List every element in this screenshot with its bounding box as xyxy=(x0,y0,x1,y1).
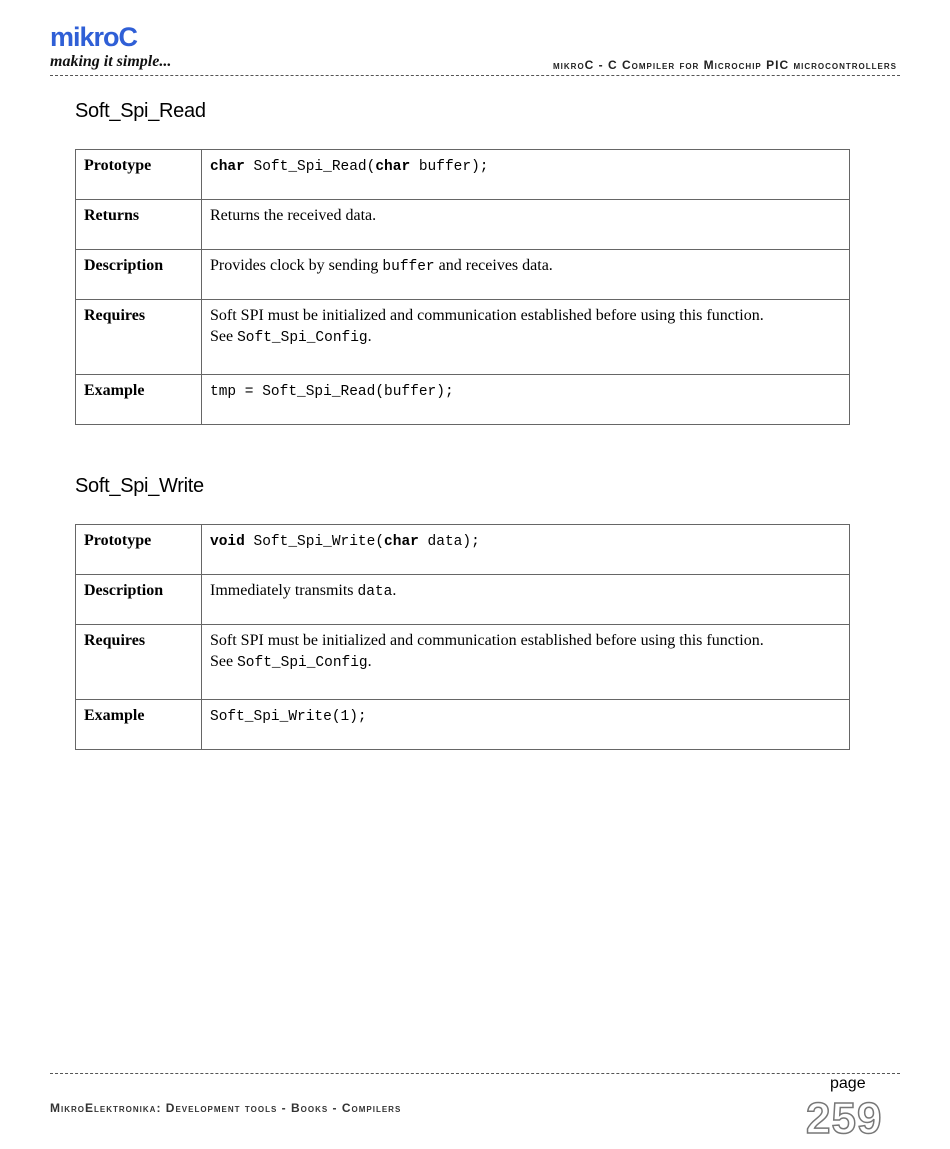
header-divider xyxy=(50,75,900,76)
param-name: data); xyxy=(418,534,480,550)
table-row xyxy=(76,250,850,300)
table-row xyxy=(76,200,850,250)
example-code: tmp = Soft_Spi_Read(buffer); xyxy=(210,384,454,400)
soft-spi-read-table xyxy=(75,149,850,425)
description-text-pre: Immediately transmits xyxy=(210,582,358,599)
param-type-keyword: char xyxy=(384,534,419,550)
description-text-post: . xyxy=(392,582,397,599)
requires-text: Soft SPI must be initialized and communication established before using this function. xyxy=(210,307,764,324)
description-label: Description xyxy=(76,575,202,625)
param-name: buffer); xyxy=(410,159,489,175)
table-row xyxy=(76,150,850,200)
section-title-soft-spi-write: Soft_Spi_Write xyxy=(75,475,204,497)
prototype-value xyxy=(202,525,850,575)
example-code: Soft_Spi_Write(1); xyxy=(210,709,367,725)
prototype-label: Prototype xyxy=(76,525,202,575)
param-type-keyword: char xyxy=(375,159,411,175)
function-signature: Soft_Spi_Read( xyxy=(244,159,376,175)
description-text-pre: Provides clock by sending xyxy=(210,257,383,274)
requires-see: See xyxy=(210,653,238,670)
requires-value xyxy=(202,625,850,700)
prototype-value xyxy=(202,150,850,200)
requires-post: . xyxy=(367,328,372,345)
example-label: Example xyxy=(76,375,202,425)
example-value xyxy=(202,375,850,425)
page-label: page xyxy=(830,1075,866,1092)
table-row xyxy=(76,375,850,425)
soft-spi-write-table xyxy=(75,524,850,750)
prototype-code xyxy=(210,159,488,175)
returns-label: Returns xyxy=(76,200,202,250)
header-title: mikroC - C Compiler for Microchip PIC microcontrollers xyxy=(553,58,897,72)
example-label: Example xyxy=(76,700,202,750)
description-code: buffer xyxy=(382,259,435,275)
mikroc-logo: mikroC xyxy=(50,22,138,52)
prototype-code xyxy=(210,534,480,550)
description-text-post: and receives data. xyxy=(434,257,553,274)
footer-text: MikroElektronika: Development tools - Books - Compilers xyxy=(50,1101,402,1115)
description-label: Description xyxy=(76,250,202,300)
table-row xyxy=(76,525,850,575)
description-code: data xyxy=(357,584,393,600)
section-title-soft-spi-read: Soft_Spi_Read xyxy=(75,100,206,122)
table-row xyxy=(76,300,850,375)
example-value xyxy=(202,700,850,750)
requires-post: . xyxy=(367,653,372,670)
function-signature: Soft_Spi_Write( xyxy=(244,534,385,550)
prototype-label: Prototype xyxy=(76,150,202,200)
requires-value xyxy=(202,300,850,375)
table-row xyxy=(76,625,850,700)
requires-text: Soft SPI must be initialized and communication established before using this function. xyxy=(210,632,764,649)
return-type-keyword: void xyxy=(210,534,245,550)
requires-code: Soft_Spi_Config xyxy=(237,655,368,671)
requires-see: See xyxy=(210,328,238,345)
tagline: making it simple... xyxy=(50,53,172,70)
table-row xyxy=(76,575,850,625)
requires-label: Requires xyxy=(76,300,202,375)
footer-divider xyxy=(50,1073,900,1074)
table-row xyxy=(76,700,850,750)
description-value xyxy=(202,575,850,625)
page-number: 259 xyxy=(806,1094,883,1143)
returns-value: Returns the received data. xyxy=(202,200,850,250)
description-value xyxy=(202,250,850,300)
requires-code: Soft_Spi_Config xyxy=(237,330,368,346)
return-type-keyword: char xyxy=(210,159,245,175)
requires-label: Requires xyxy=(76,625,202,700)
